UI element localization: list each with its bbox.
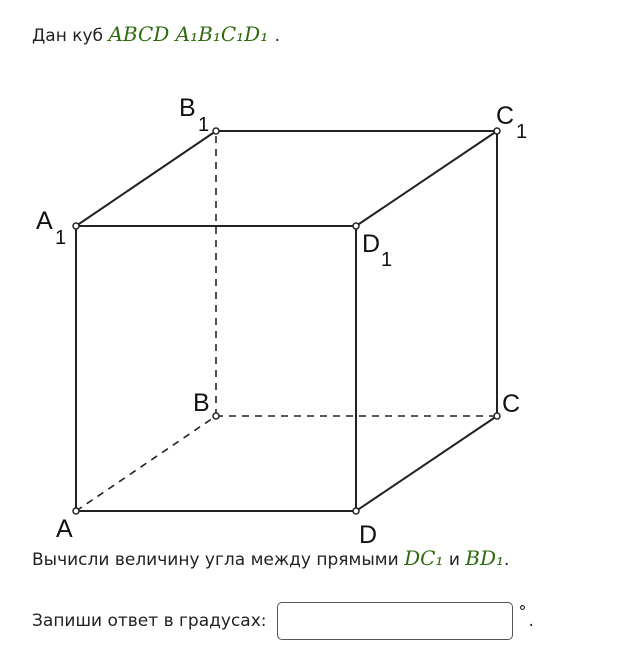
point-B1	[213, 128, 219, 134]
point-A	[73, 508, 79, 514]
label-B: B	[193, 389, 210, 417]
edge-D-C	[356, 416, 497, 511]
problem-statement: Дан куб ABCD A₁B₁C₁D₁ .	[32, 22, 280, 46]
answer-label: Запиши ответ в градусах:	[32, 611, 267, 631]
point-D	[353, 508, 359, 514]
label-C1: C	[496, 102, 515, 130]
edge-D1-C1	[356, 131, 497, 226]
answer-row: Запиши ответ в градусах: ° .	[32, 602, 534, 640]
point-B	[213, 413, 219, 419]
label-D1: D	[362, 230, 381, 258]
label-C1-sub: 1	[516, 121, 528, 143]
point-D1	[353, 223, 359, 229]
edge-A-B-hidden	[76, 416, 216, 511]
edge-A1-B1	[76, 131, 216, 226]
question: Вычисли величину угла между прямыми DC₁ и BD₁.	[32, 546, 510, 570]
cube-name: ABCD A₁B₁C₁D₁	[108, 22, 269, 46]
label-D: D	[359, 521, 378, 549]
point-C	[494, 413, 500, 419]
point-A1	[73, 223, 79, 229]
label-B1: B	[179, 94, 196, 122]
answer-input[interactable]	[277, 602, 513, 640]
degree-symbol: °	[518, 601, 527, 621]
line-DC1: DC₁	[404, 546, 444, 570]
intro-text: Дан куб	[32, 26, 104, 46]
line-BD1: BD₁	[465, 546, 505, 570]
label-B1-sub: 1	[198, 114, 210, 136]
label-C: C	[502, 390, 521, 418]
label-D1-sub: 1	[381, 249, 393, 271]
label-A1: A	[36, 207, 53, 235]
label-A1-sub: 1	[55, 227, 67, 249]
label-A: A	[56, 515, 73, 543]
